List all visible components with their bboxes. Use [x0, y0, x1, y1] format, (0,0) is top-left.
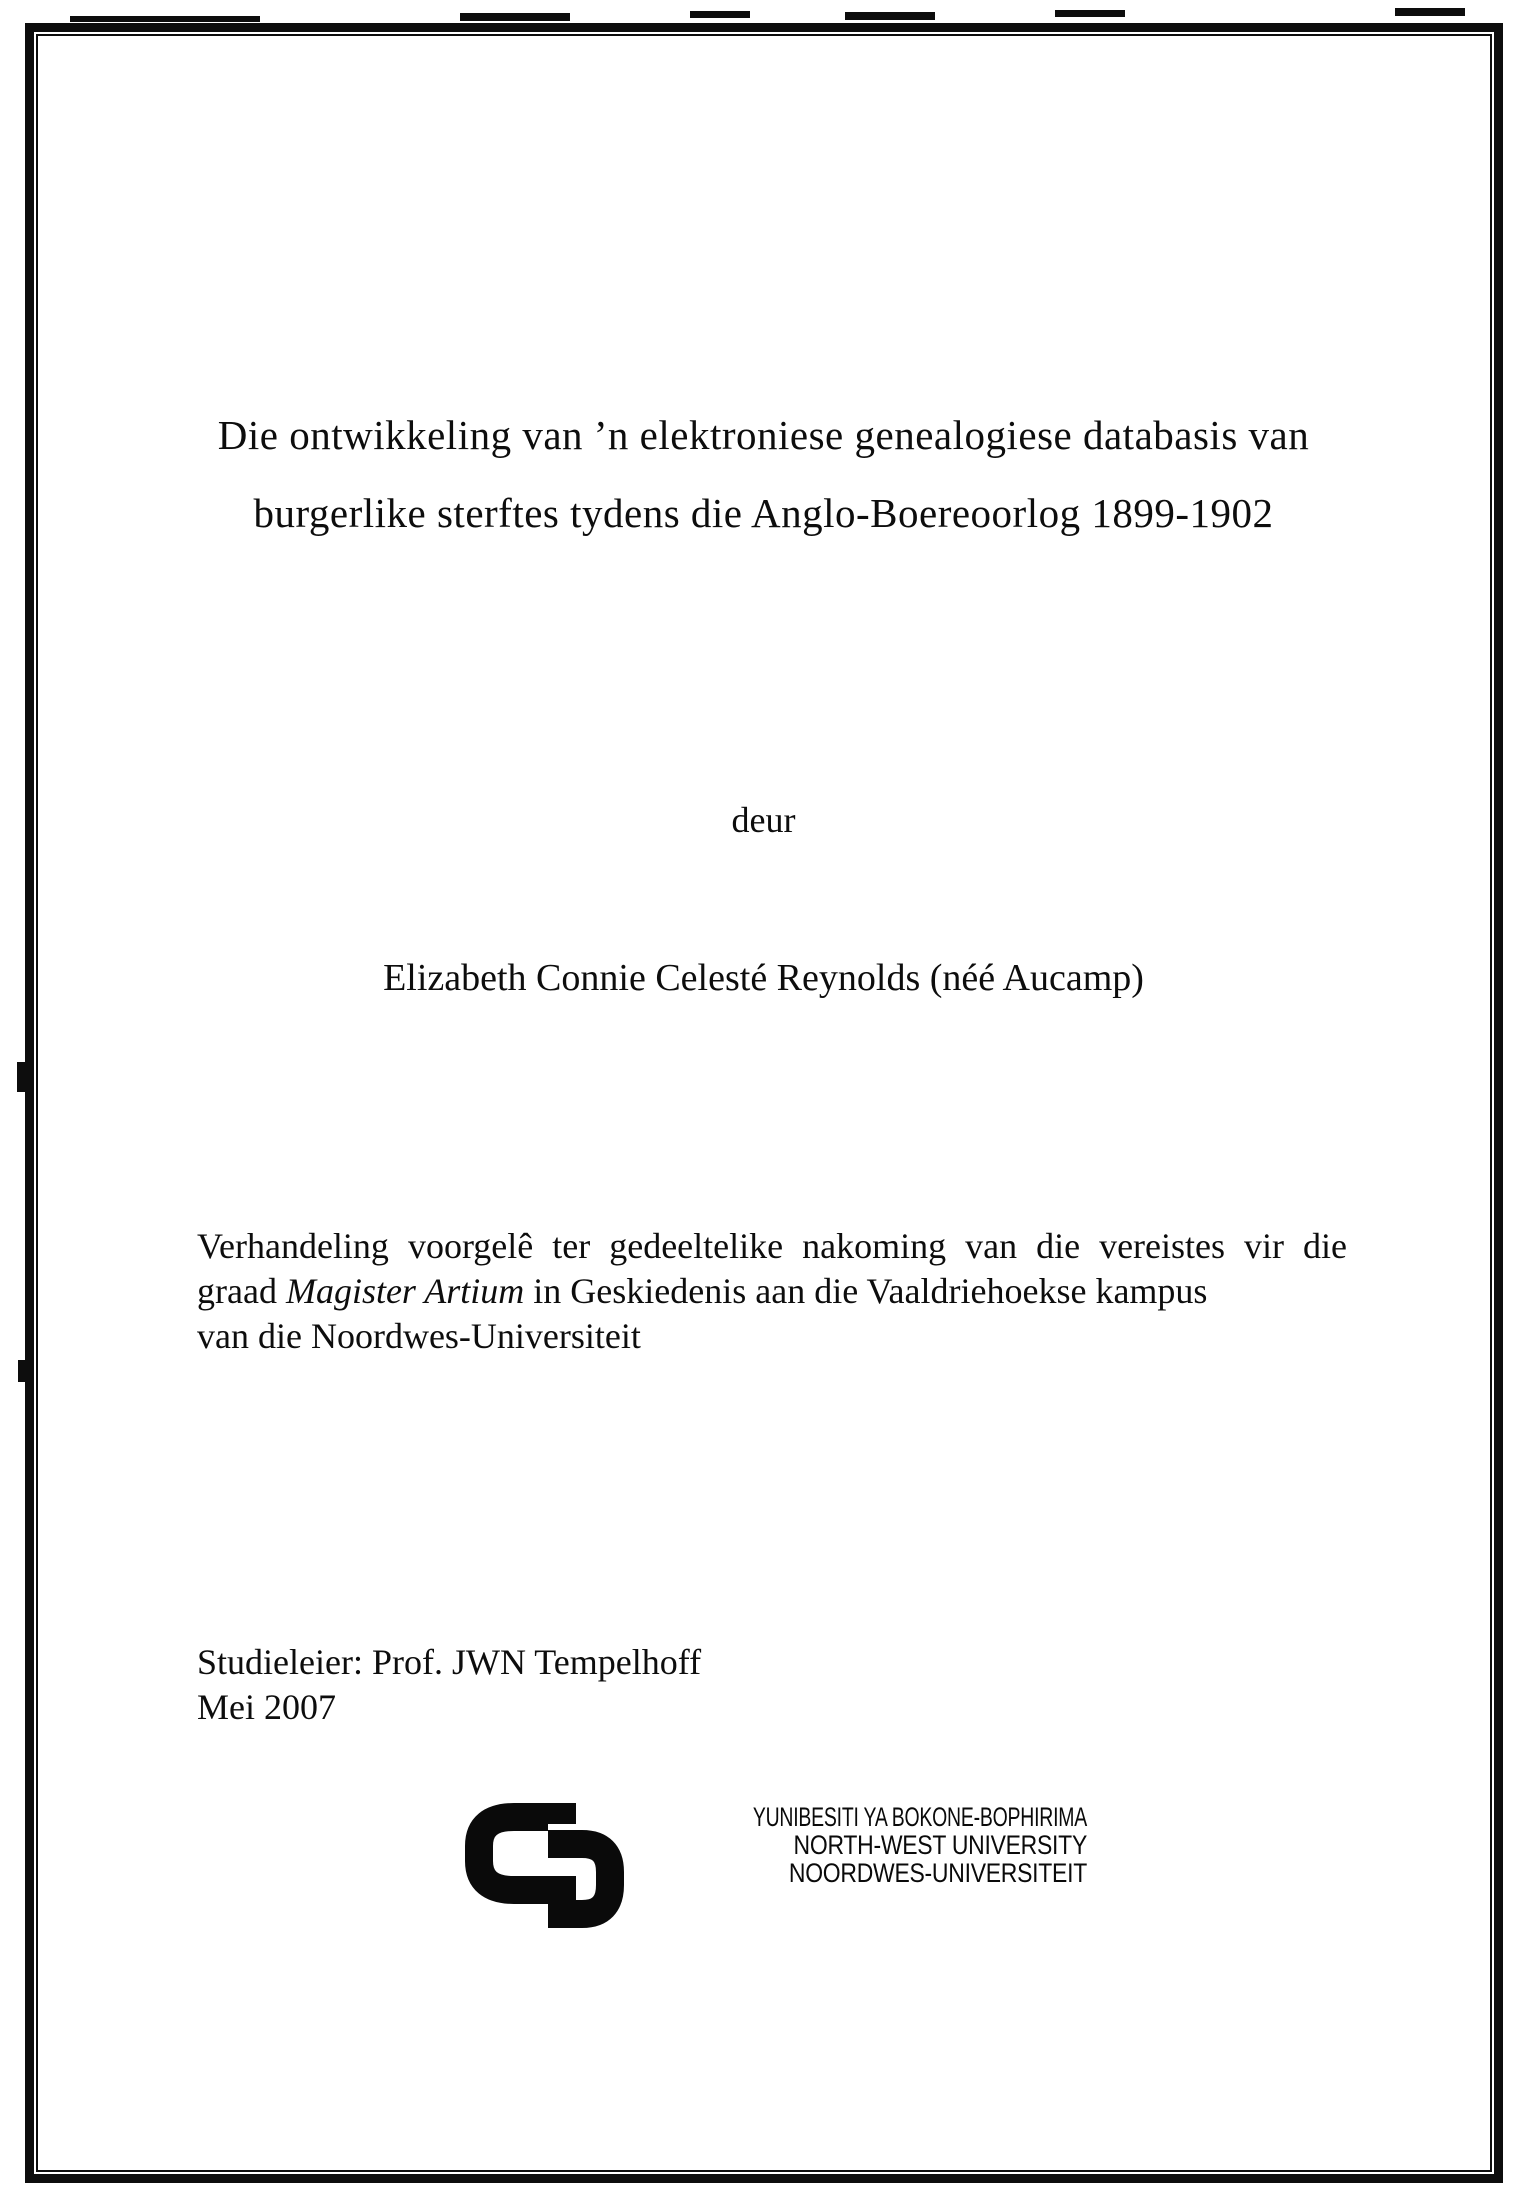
statement-line-2-post: in Geskiedenis aan die Vaaldriehoekse kampus: [524, 1271, 1208, 1311]
logo-text-english: NORTH-WEST UNIVERSITY: [793, 1830, 1087, 1860]
scan-artifact: [1055, 10, 1125, 17]
supervisor-line: Studieleier: Prof. JWN Tempelhoff: [197, 1642, 702, 1682]
author-name: Elizabeth Connie Celesté Reynolds (néé Aucamp): [383, 957, 1144, 999]
scan-artifact: [1395, 8, 1465, 16]
statement-line-2-pre: graad: [197, 1271, 286, 1311]
byline: deur: [731, 800, 796, 840]
nwu-chainlink-logo-icon: [464, 1800, 624, 1930]
scan-artifact: [845, 12, 935, 20]
statement-line-3: van die Noordwes-Universiteit: [197, 1316, 641, 1356]
university-logo: [464, 1797, 1087, 1937]
logo-text-setswana: YUNIBESITI YA BOKONE-BOPHIRIMA: [752, 1802, 1087, 1832]
logo-text-afrikaans: NOORDWES-UNIVERSITEIT: [788, 1858, 1087, 1888]
thesis-title-line-2: burgerlike sterftes tydens die Anglo-Boereoorlog 1899-1902: [253, 490, 1274, 536]
university-logo-text: [607, 1803, 1087, 1887]
thesis-title: [110, 396, 1417, 552]
statement-line-1: Verhandeling voorgelê ter gedeeltelike nakoming van die vereistes vir die: [197, 1226, 1347, 1266]
date-line: Mei 2007: [197, 1687, 336, 1727]
scan-artifact: [690, 11, 750, 18]
submission-statement: [197, 1224, 1347, 1359]
scan-artifact: [460, 13, 570, 21]
degree-name-italic: Magister Artium: [285, 1271, 525, 1311]
thesis-title-line-1: Die ontwikkeling van ’n elektroniese genealogiese databasis van: [217, 412, 1310, 458]
scan-artifact: [70, 16, 260, 22]
statement-line-2: [197, 1269, 1347, 1314]
supervisor-block: [197, 1640, 701, 1730]
